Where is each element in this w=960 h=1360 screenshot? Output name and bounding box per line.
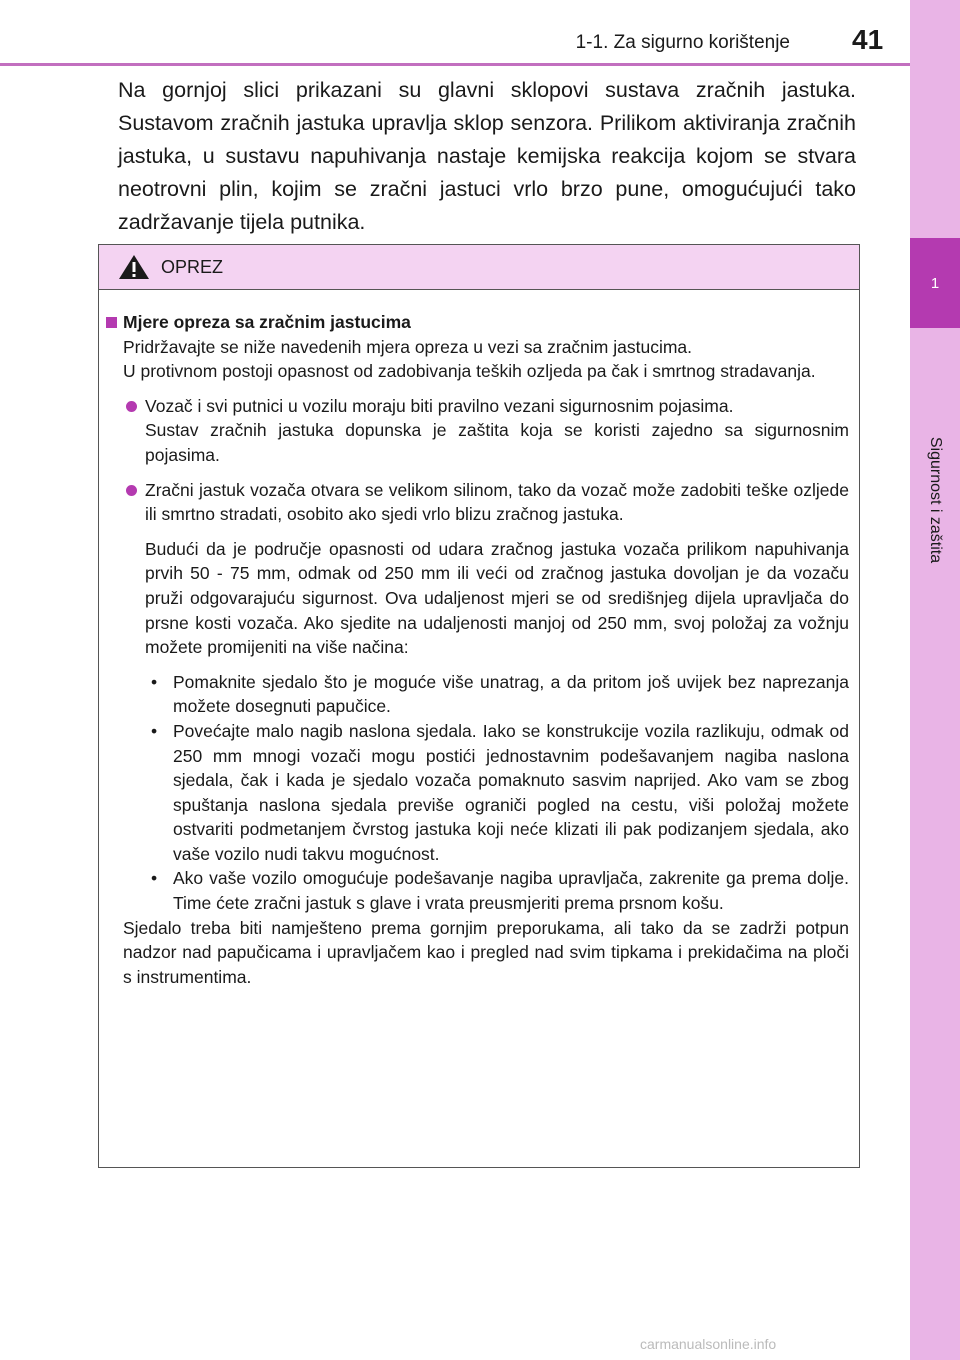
side-bar (910, 0, 960, 1360)
dot-bullet-icon: • (151, 868, 158, 889)
list-item (123, 478, 849, 660)
sub-item-text: Pomaknite sjedalo što je moguće više unatrag, a da pritom još uvijek bez naprezanja možete dosegnuti papučice. (173, 671, 849, 717)
bullet-extra: Sustav zračnih jastuka dopunska je zaštita koja se koristi zajedno sa sigurnosnim pojasima. (145, 420, 849, 465)
caution-header (99, 245, 859, 290)
page-number: 41 (852, 24, 884, 55)
square-bullet-icon (106, 317, 117, 328)
warning-triangle-icon (117, 253, 151, 281)
chapter-title: Sigurnost i zaštita (927, 436, 944, 564)
sub-list (123, 670, 849, 916)
round-bullet-icon (126, 485, 137, 496)
chapter-number-tab: 1 (910, 238, 960, 328)
caution-lead: Pridržavajte se niže navedenih mjera opreza u vezi sa zračnim jastucima. (123, 336, 693, 357)
list-item (123, 394, 849, 468)
caution-title: OPREZ (161, 256, 224, 277)
caution-heading-text: Mjere opreza sa zračnim jastucima (123, 312, 411, 332)
sub-list-item (151, 866, 849, 915)
caution-closing: Sjedalo treba biti namješteno prema gornjim preporukama, ali tako da se zadrži potpun nadzor nad papučicama i upravljačem kao i pregled nad svim tipkama i prekidačima na ploči s instrumentima. (123, 917, 849, 987)
round-bullet-icon (126, 401, 137, 412)
dot-bullet-icon: • (151, 671, 158, 692)
sub-item-text: Ako vaše vozilo omogućuje podešavanje nagiba upravljača, zakrenite ga prema dolje. Time ćete zračni jastuk s glave i vrata preusmjeriti prema prsnom košu. (173, 868, 849, 914)
bullet-detail: Budući da je područje opasnosti od udara zračnog jastuka vozača prilikom napuhivanja prvih 50 - 75 mm, odmak od 250 mm ili veći od zračnog jastuka dovoljan je da vozaču pruži odgovarajuću sigurnost. Ova udaljenost mjeri se od središnjeg dijela upravljača do prsne kosti vozača. Ako sjedite na udaljenosti manjoj od 250 mm, svoj položaj za vožnju možete promijeniti na više načina: (145, 538, 849, 658)
sub-list-item (151, 719, 849, 867)
header-rule (0, 63, 910, 66)
sub-item-text: Povećajte malo nagib naslona sjedala. Iako se konstrukcije vozila razlikuju, odmak od 250 mm mnogi vozači mogu postići jednostavnim podešavanjem nagiba naslona sjedala, čak i kada je sjedalo vozača pomaknuto sasvim naprijed. Ako vam se zbog spuštanja naslona sjedala previše ograniči pogled na cestu, viši položaj možete ostvariti podmetanjem čvrstog jastuka koji neće klizati ili pak podizanjem sjedala, ako vaše vozilo nudi takvu mogućnost. (173, 720, 849, 864)
bullet-text: Zračni jastuk vozača otvara se velikom silinom, tako da vozač može zadobiti teške ozljede ili smrtno stradati, osobito ako sjedi vrlo blizu zračnog jastuka. (145, 479, 849, 525)
intro-paragraph: Na gornjoj slici prikazani su glavni sklopovi sustava zračnih jastuka. Sustavom zračnih jastuka upravlja sklop senzora. Prilikom aktiviranja zračnih jastuka, u sustavu napuhivanja nastaje kemijska reakcija kojom se stvara neotrovni plin, kojim se zračni jastuci vrlo brzo pune, omogućujući tako zadržavanje tijela putnika. (118, 78, 856, 234)
bullet-text: Vozač i svi putnici u vozilu moraju biti pravilno vezani sigurnosnim pojasima. (145, 395, 734, 416)
watermark: carmanualsonline.info (640, 1336, 777, 1352)
caution-body (99, 290, 859, 989)
sub-list-item (151, 670, 849, 719)
dot-bullet-icon: • (151, 720, 158, 741)
caution-box (98, 244, 860, 1168)
header-section-title: 1-1. Za sigurno korištenje (575, 32, 790, 53)
caution-heading (106, 310, 849, 335)
caution-lead-2: U protivnom postoji opasnost od zadobivanja teških ozljeda pa čak i smrtnog stradavanja. (123, 361, 816, 382)
